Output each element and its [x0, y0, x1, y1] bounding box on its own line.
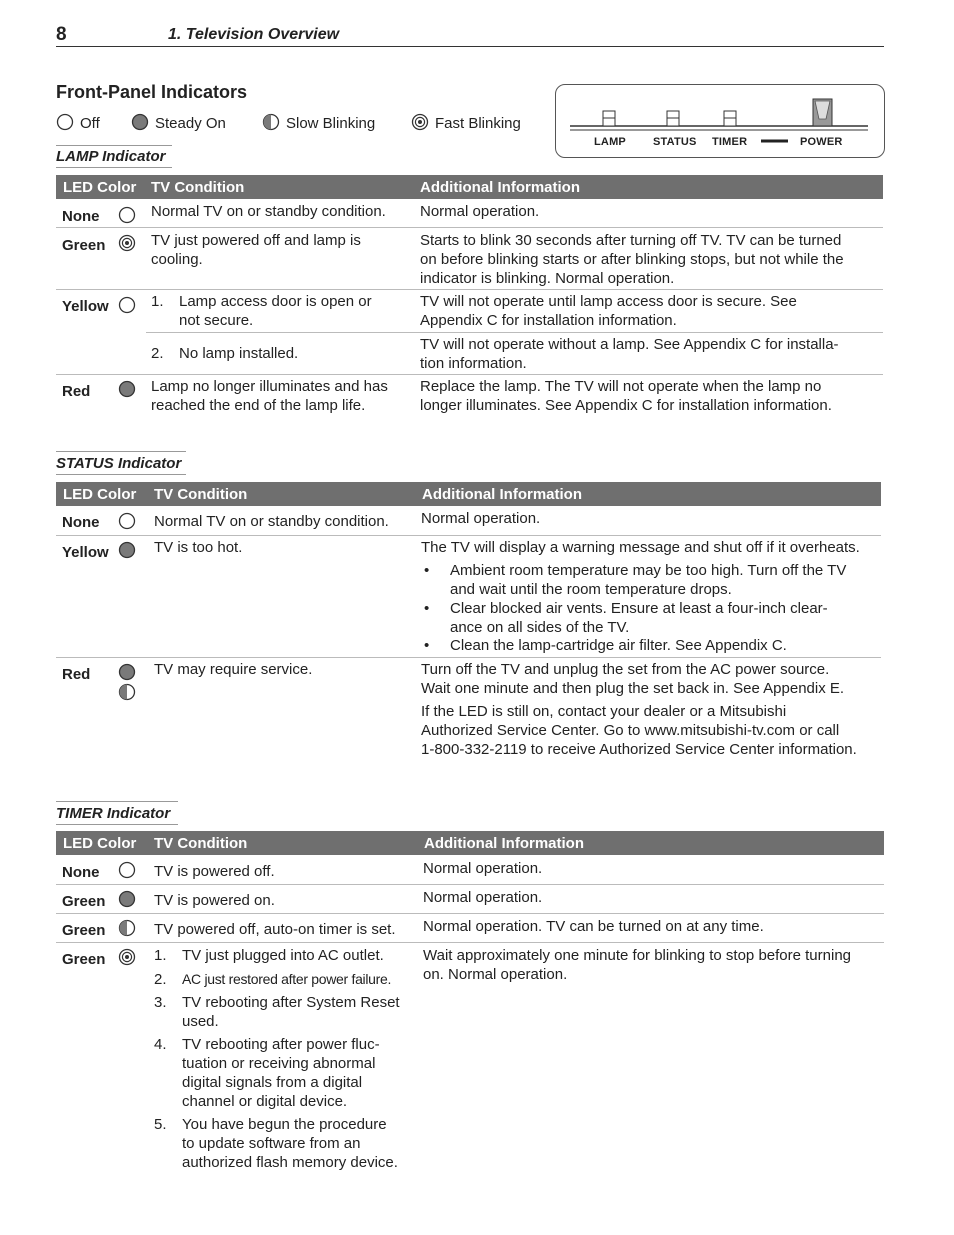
additional-info [420, 292, 797, 330]
tv-condition: TV is too hot. [154, 539, 243, 556]
text-line: Appendix C for installation information. [420, 312, 677, 329]
list-item [182, 946, 384, 965]
list-number: 2. [151, 345, 164, 362]
slow-blinking-icon [262, 113, 280, 131]
row-rule [56, 289, 883, 290]
text-line: Ambient room temperature may be too high. Turn off the TV [450, 562, 847, 579]
text-line: AC just restored after power failure. [182, 971, 392, 987]
additional-info [420, 231, 844, 288]
tv-condition [151, 377, 388, 415]
header-rule [56, 46, 884, 47]
front-panel-title: Front-Panel Indicators [56, 82, 248, 102]
section-rule [56, 145, 172, 146]
off-icon [118, 206, 136, 224]
text-line: ance on all sides of the TV. [450, 619, 630, 636]
col-led-color: LED Color [63, 486, 137, 503]
col-led-color: LED Color [63, 179, 137, 196]
tv-condition: TV powered off, auto-on timer is set. [154, 921, 396, 938]
additional-info: Normal operation. [420, 203, 540, 220]
tv-condition: TV is powered on. [154, 892, 275, 909]
bullet-text [450, 599, 828, 637]
list-number: 2. [154, 971, 167, 988]
led-color: Green [62, 893, 106, 910]
col-tv-condition: TV Condition [151, 179, 245, 196]
list-number: 5. [154, 1116, 167, 1133]
text-line: TV rebooting after power fluc- [182, 1036, 380, 1053]
text-line: indicator is blinking. Normal operation. [420, 270, 675, 287]
legend-label: Steady On [155, 115, 226, 132]
text-line: authorized flash memory device. [182, 1154, 398, 1171]
text-line: tuation or receiving abnormal [182, 1055, 376, 1072]
led-color: Red [62, 666, 91, 683]
text-line: Wait approximately one minute for blinking to stop before turning [423, 947, 852, 964]
additional-info: Normal operation. [421, 510, 541, 527]
row-rule [56, 227, 883, 228]
text-line: TV rebooting after System Reset [182, 994, 400, 1011]
legend-label: Off [80, 115, 100, 132]
text-line: to update software from an [182, 1135, 361, 1152]
text-line: If the LED is still on, contact your dealer or a Mitsubishi [421, 703, 787, 720]
text-line: 1-800-332-2119 to receive Authorized Service Center information. [421, 741, 857, 758]
bullet-text [450, 561, 846, 599]
col-tv-condition: TV Condition [154, 486, 248, 503]
steady-on-icon [118, 380, 136, 398]
tv-condition: TV is powered off. [154, 863, 275, 880]
text-line: TV just powered off and lamp is [151, 232, 361, 249]
lamp-section-title: LAMP Indicator [56, 148, 166, 165]
section-rule [56, 167, 172, 168]
slow-blinking-icon [118, 683, 136, 701]
list-item [182, 1035, 380, 1111]
tv-condition [179, 292, 372, 330]
tv-condition: Normal TV on or standby condition. [154, 513, 389, 530]
text-line: Lamp access door is open or [179, 293, 372, 310]
panel-label-status: STATUS [653, 136, 697, 148]
text-line: used. [182, 1013, 219, 1030]
text-line: Clean the lamp-cartridge air filter. See Appendix C. [450, 637, 787, 654]
text-line: TV will not operate until lamp access door is secure. See [420, 293, 797, 310]
text-line: digital signals from a digital [182, 1074, 363, 1091]
timer-table-header [56, 831, 884, 855]
page-number: 8 [56, 24, 67, 45]
section-rule [56, 451, 186, 452]
lamp-table-header [56, 175, 883, 199]
list-number: 4. [154, 1036, 167, 1053]
additional-info: Normal operation. [423, 889, 543, 906]
section-rule [56, 824, 178, 825]
steady-on-icon [118, 541, 136, 559]
front-panel-diagram [555, 84, 885, 158]
additional-info [421, 660, 844, 698]
row-rule [56, 535, 881, 536]
tv-condition [151, 231, 361, 269]
row-rule [56, 657, 881, 658]
off-icon [118, 512, 136, 530]
text-line: longer illuminates. See Appendix C for installation information. [420, 397, 832, 414]
text-line: channel or digital device. [182, 1093, 348, 1110]
additional-info: The TV will display a warning message and shut off if it overheats. [421, 539, 860, 556]
col-additional-info: Additional Information [420, 179, 580, 196]
text-line: Starts to blink 30 seconds after turning off TV. TV can be turned [420, 232, 842, 249]
list-item [182, 993, 400, 1031]
row-rule [56, 942, 884, 943]
led-color: Yellow [62, 298, 109, 315]
steady-on-icon [118, 890, 136, 908]
panel-label-power: POWER [800, 136, 843, 148]
text-line: tion information. [420, 355, 527, 372]
additional-info [420, 377, 832, 415]
steady-on-icon [131, 113, 149, 131]
list-item [182, 1115, 398, 1172]
list-number: 3. [154, 994, 167, 1011]
additional-info [420, 335, 839, 373]
bullet: • [424, 600, 430, 617]
fast-blinking-icon [118, 234, 136, 252]
led-color: Yellow [62, 544, 109, 561]
status-table-header [56, 482, 881, 506]
text-line: Replace the lamp. The TV will not operate when the lamp no [420, 378, 822, 395]
led-color: Red [62, 383, 91, 400]
text-line: TV will not operate without a lamp. See Appendix C for installa- [420, 336, 839, 353]
bullet-text [450, 636, 787, 655]
text-line: You have begun the procedure [182, 1116, 387, 1133]
col-additional-info: Additional Information [422, 486, 582, 503]
text-line: Wait one minute and then plug the set back in. See Appendix E. [421, 680, 845, 697]
row-rule [146, 332, 883, 333]
list-item [182, 970, 391, 989]
section-rule [56, 801, 178, 802]
legend-label: Fast Blinking [435, 115, 521, 132]
chapter-title: 1. Television Overview [168, 26, 340, 43]
text-line: reached the end of the lamp life. [151, 397, 366, 414]
text-line: not secure. [179, 312, 254, 329]
panel-label-lamp: LAMP [594, 136, 626, 148]
text-line: Authorized Service Center. Go to www.mitsubishi-tv.com or call [421, 722, 840, 739]
text-line: Lamp no longer illuminates and has [151, 378, 388, 395]
panel-label-timer: TIMER [712, 136, 748, 148]
additional-info [423, 946, 851, 984]
legend-label: Slow Blinking [286, 115, 376, 132]
status-section-title: STATUS Indicator [56, 455, 182, 472]
steady-on-icon [118, 663, 136, 681]
tv-condition: No lamp installed. [179, 345, 299, 362]
timer-section-title: TIMER Indicator [56, 805, 171, 822]
text-line: TV just plugged into AC outlet. [182, 947, 384, 964]
text-line: Turn off the TV and unplug the set from the AC power source. [421, 661, 830, 678]
col-additional-info: Additional Information [424, 835, 584, 852]
row-rule [56, 884, 884, 885]
led-color: None [62, 514, 100, 531]
bullet: • [424, 637, 430, 654]
bullet: • [424, 562, 430, 579]
fast-blinking-icon [118, 948, 136, 966]
off-icon [118, 861, 136, 879]
text-line: cooling. [151, 251, 203, 268]
text-line: on before blinking starts or after blinking stops, but not while the [420, 251, 844, 268]
off-icon [56, 113, 74, 131]
text-line: and wait until the room temperature drops. [450, 581, 732, 598]
row-rule [56, 913, 884, 914]
text-line: Clear blocked air vents. Ensure at least a four-inch clear- [450, 600, 828, 617]
list-number: 1. [154, 947, 167, 964]
led-color: None [62, 208, 100, 225]
led-color: Green [62, 237, 106, 254]
col-led-color: LED Color [63, 835, 137, 852]
slow-blinking-icon [118, 919, 136, 937]
tv-condition: TV may require service. [154, 661, 313, 678]
led-color: None [62, 864, 100, 881]
tv-condition: Normal TV on or standby condition. [151, 203, 386, 220]
additional-info: Normal operation. [423, 860, 543, 877]
section-rule [56, 474, 186, 475]
col-tv-condition: TV Condition [154, 835, 248, 852]
text-line: on. Normal operation. [423, 966, 568, 983]
additional-info [421, 702, 857, 759]
off-icon [118, 296, 136, 314]
fast-blinking-icon [411, 113, 429, 131]
led-color: Green [62, 951, 106, 968]
additional-info: Normal operation. TV can be turned on at any time. [423, 918, 764, 935]
row-rule [56, 374, 883, 375]
list-number: 1. [151, 293, 164, 310]
led-color: Green [62, 922, 106, 939]
